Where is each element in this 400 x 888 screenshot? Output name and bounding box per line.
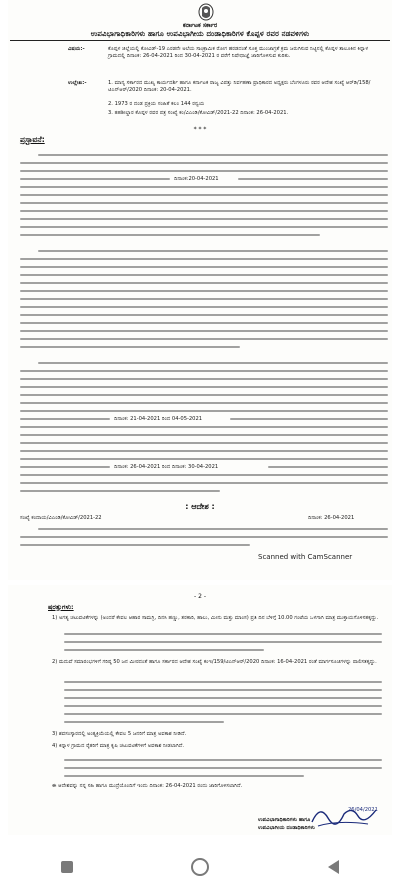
home-button[interactable] [180,852,220,882]
order-number: ಸಂಖ್ಯೆ ಕಂದಾಯ/ವಿಎಂಡಿ/ಕೋವಿಡ್/2021-22 [20,515,102,521]
recent-apps-icon [61,861,73,873]
subject-label: ವಿಷಯ:- [68,46,85,52]
signature-icon [308,800,380,830]
signatory-subtitle: ಉಪವಿಭಾಗೀಯ ದಂಡಾಧಿಕಾರಿಗಳು [258,825,315,831]
reference-item: 1. ಮಾನ್ಯ ಸರ್ಕಾರದ ಮುಖ್ಯ ಕಾರ್ಯದರ್ಶಿ ಹಾಗೂ ಕರ್ನಾಟಕ ರಾಜ್ಯ ವಿಪತ್ತು ನಿರ್ವಹಣಾ ಪ್ರಾಧಿಕಾರದ ಅಧ್ಯಕ್ಷರು ಬೆಂಗಳೂರು ರವರ ಆದೇಶ ಸಂಖ್ಯೆ ಆರ್‌ಡಿ/158/ಟಿಎನ್‌ಆರ್/2020 ದಿನಾಂಕ: 20-04-2021. [108,80,371,93]
order-date: ದಿನಾಂಕ: 26-04-2021 [308,515,355,521]
order-heading: : ಆದೇಶ : [185,502,215,511]
page-number: - 2 - [194,593,206,600]
recent-apps-button[interactable] [47,852,87,882]
system-navigation-bar [0,845,400,888]
government-title: ಕರ್ನಾಟಕ ಸರ್ಕಾರ [182,22,218,29]
separator-stars: * * * [193,126,207,133]
back-button[interactable] [313,852,353,882]
camscanner-watermark: Scanned with CamScanner [258,553,353,561]
office-title: ಉಪವಿಭಾಗಾಧಿಕಾರಿಗಳು ಹಾಗೂ ಉಪವಿಭಾಗೀಯ ದಂಡಾಧಿಕಾರಿಗಳ ಕೊಪ್ಪಳ ರವರ ನಡವಳಿಗಳು [90,30,310,38]
conditions-heading: ಷರತ್ತುಗಳು: [48,603,74,611]
back-icon [328,860,339,874]
reference-item: 3. ತಹಶೀಲ್ದಾರ ಕೊಪ್ಪಳ ರವರ ಪತ್ರ ಸಂಖ್ಯೆ ಕಂ/ವಿಎಂಡಿ/ಕೋವಿಡ್/2021-22 ದಿನಾಂಕ: 26-04-2021. [108,110,289,116]
document-page-1 [8,0,392,580]
condition-item: 4) ಕಿನ್ನಾಳ ಗ್ರಾಮದ ರೈತರಿಗೆ ಮಾತ್ರ ಕೃಷಿ ಚಟುವಟಿಕೆಗಳಿಗೆ ಅವಕಾಶ ನೀಡಲಾಗಿದೆ. [52,743,185,749]
date-fragment: ದಿನಾಂಕ:20-04-2021 [174,176,219,182]
condition-item: 3) ಶವಸಂಸ್ಕಾರದಲ್ಲಿ ಅಂತ್ಯಕ್ರಿಯೆಯಲ್ಲಿ ಕೇವಲ 5 ಜನರಿಗೆ ಮಾತ್ರ ಅವಕಾಶ ನೀಡಿದೆ. [52,731,187,737]
home-icon [191,858,209,876]
condition-item: 2) ಮದುವೆ ಸಮಾರಂಭಗಳಿಗೆ ಗರಿಷ್ಠ 50 ಜನ ಮೀರದಂತೆ ಹಾಗೂ ಸರ್ಕಾರದ ಆದೇಶ ಸಂಖ್ಯೆ ಕಂಇ/159/ಟಿಎನ್‌ಆರ್/2020 ದಿನಾಂಕ: 16-04-2021 ರಂತೆ ಮಾರ್ಗಸೂಚಿಗಳನ್ನು ಪಾಲಿಸತಕ್ಕದ್ದು. [52,659,377,665]
state-emblem-icon [195,2,217,22]
document-page-2 [8,585,392,835]
reference-item: 2. 1973 ರ ದಂಡ ಪ್ರಕ್ರಿಯ ಸಂಹಿತೆ ಕಲಂ 144 ರನ್ವಯ [108,101,205,107]
date-fragment: ದಿನಾಂಕ: 21-04-2021 ರಿಂದ 04-05-2021 [114,416,203,422]
subject-text: ಕೊಪ್ಪಳ ಜಿಲ್ಲೆಯಲ್ಲಿ ಕೋವಿಡ್-19 ಎರಡನೇ ಅಲೆಯ ಸಾಂಕ್ರಾಮಿಕ ರೋಗ ಹರಡದಂತೆ ಸೂಕ್ತ ಮುಂಜಾಗ್ರತೆ ಕ್ರಮ ಜರುಗಿಸುವ ನಿಟ್ಟಿನಲ್ಲಿ ಕೊಪ್ಪಳ ತಾಲೂಕಿನ ಕಿನ್ನಾಳ ಗ್ರಾಮದಲ್ಲಿ ದಿನಾಂಕ: 26-04-2021 ರಿಂದ 30-04-2021 ರ ವರೆಗೆ ನಿಷೇಧಾಜ್ಞೆ ಜಾರಿಗೊಳಿಸುವ ಕುರಿತು. [108,46,369,59]
header-rule [10,40,390,41]
preamble-heading: ಪ್ರಸ್ತಾವನೆ: [20,135,45,144]
date-fragment: ದಿನಾಂಕ: 26-04-2021 ರಿಂದ ದಿನಾಂಕ: 30-04-2021 [114,464,219,470]
signatory-title: ಉಪವಿಭಾಗಾಧಿಕಾರಿಗಳು ಹಾಗೂ [258,817,311,823]
closing-text: ಈ ಆದೇಶವನ್ನು ನನ್ನ ಸಹಿ ಹಾಗೂ ಮುದ್ರೆಯೊಂದಿಗೆ ಇಂದು ದಿನಾಂಕ: 26-04-2021 ರಂದು ಜಾರಿಗೊಳಿಸಲಾಗಿದೆ. [52,783,243,789]
condition-item: 1) ಅಗತ್ಯ ಚಟುವಟಿಕೆಗಳನ್ನು (ಅಂದರೆ ಕೇವಲ ಆಹಾರ ಸಾಮಗ್ರಿ, ದಿನಸಿ ಹಣ್ಣು, ತರಕಾರಿ, ಹಾಲು, ಮೀನು ಮತ್ತು ಮಾಂಸ) ಪ್ರತಿ ದಿನ ಬೆಳಿಗ್ಗೆ 10.00 ಗಂಟೆಯ ಒಳಗಾಗಿ ಮಾತ್ರ ಮುಕ್ತಾಯಗೊಳಿಸತಕ್ಕದ್ದು. [52,615,379,621]
references-label: ಉಲ್ಲೇಖ:- [68,80,87,86]
signature-date: 26/04/2021 [348,807,378,813]
